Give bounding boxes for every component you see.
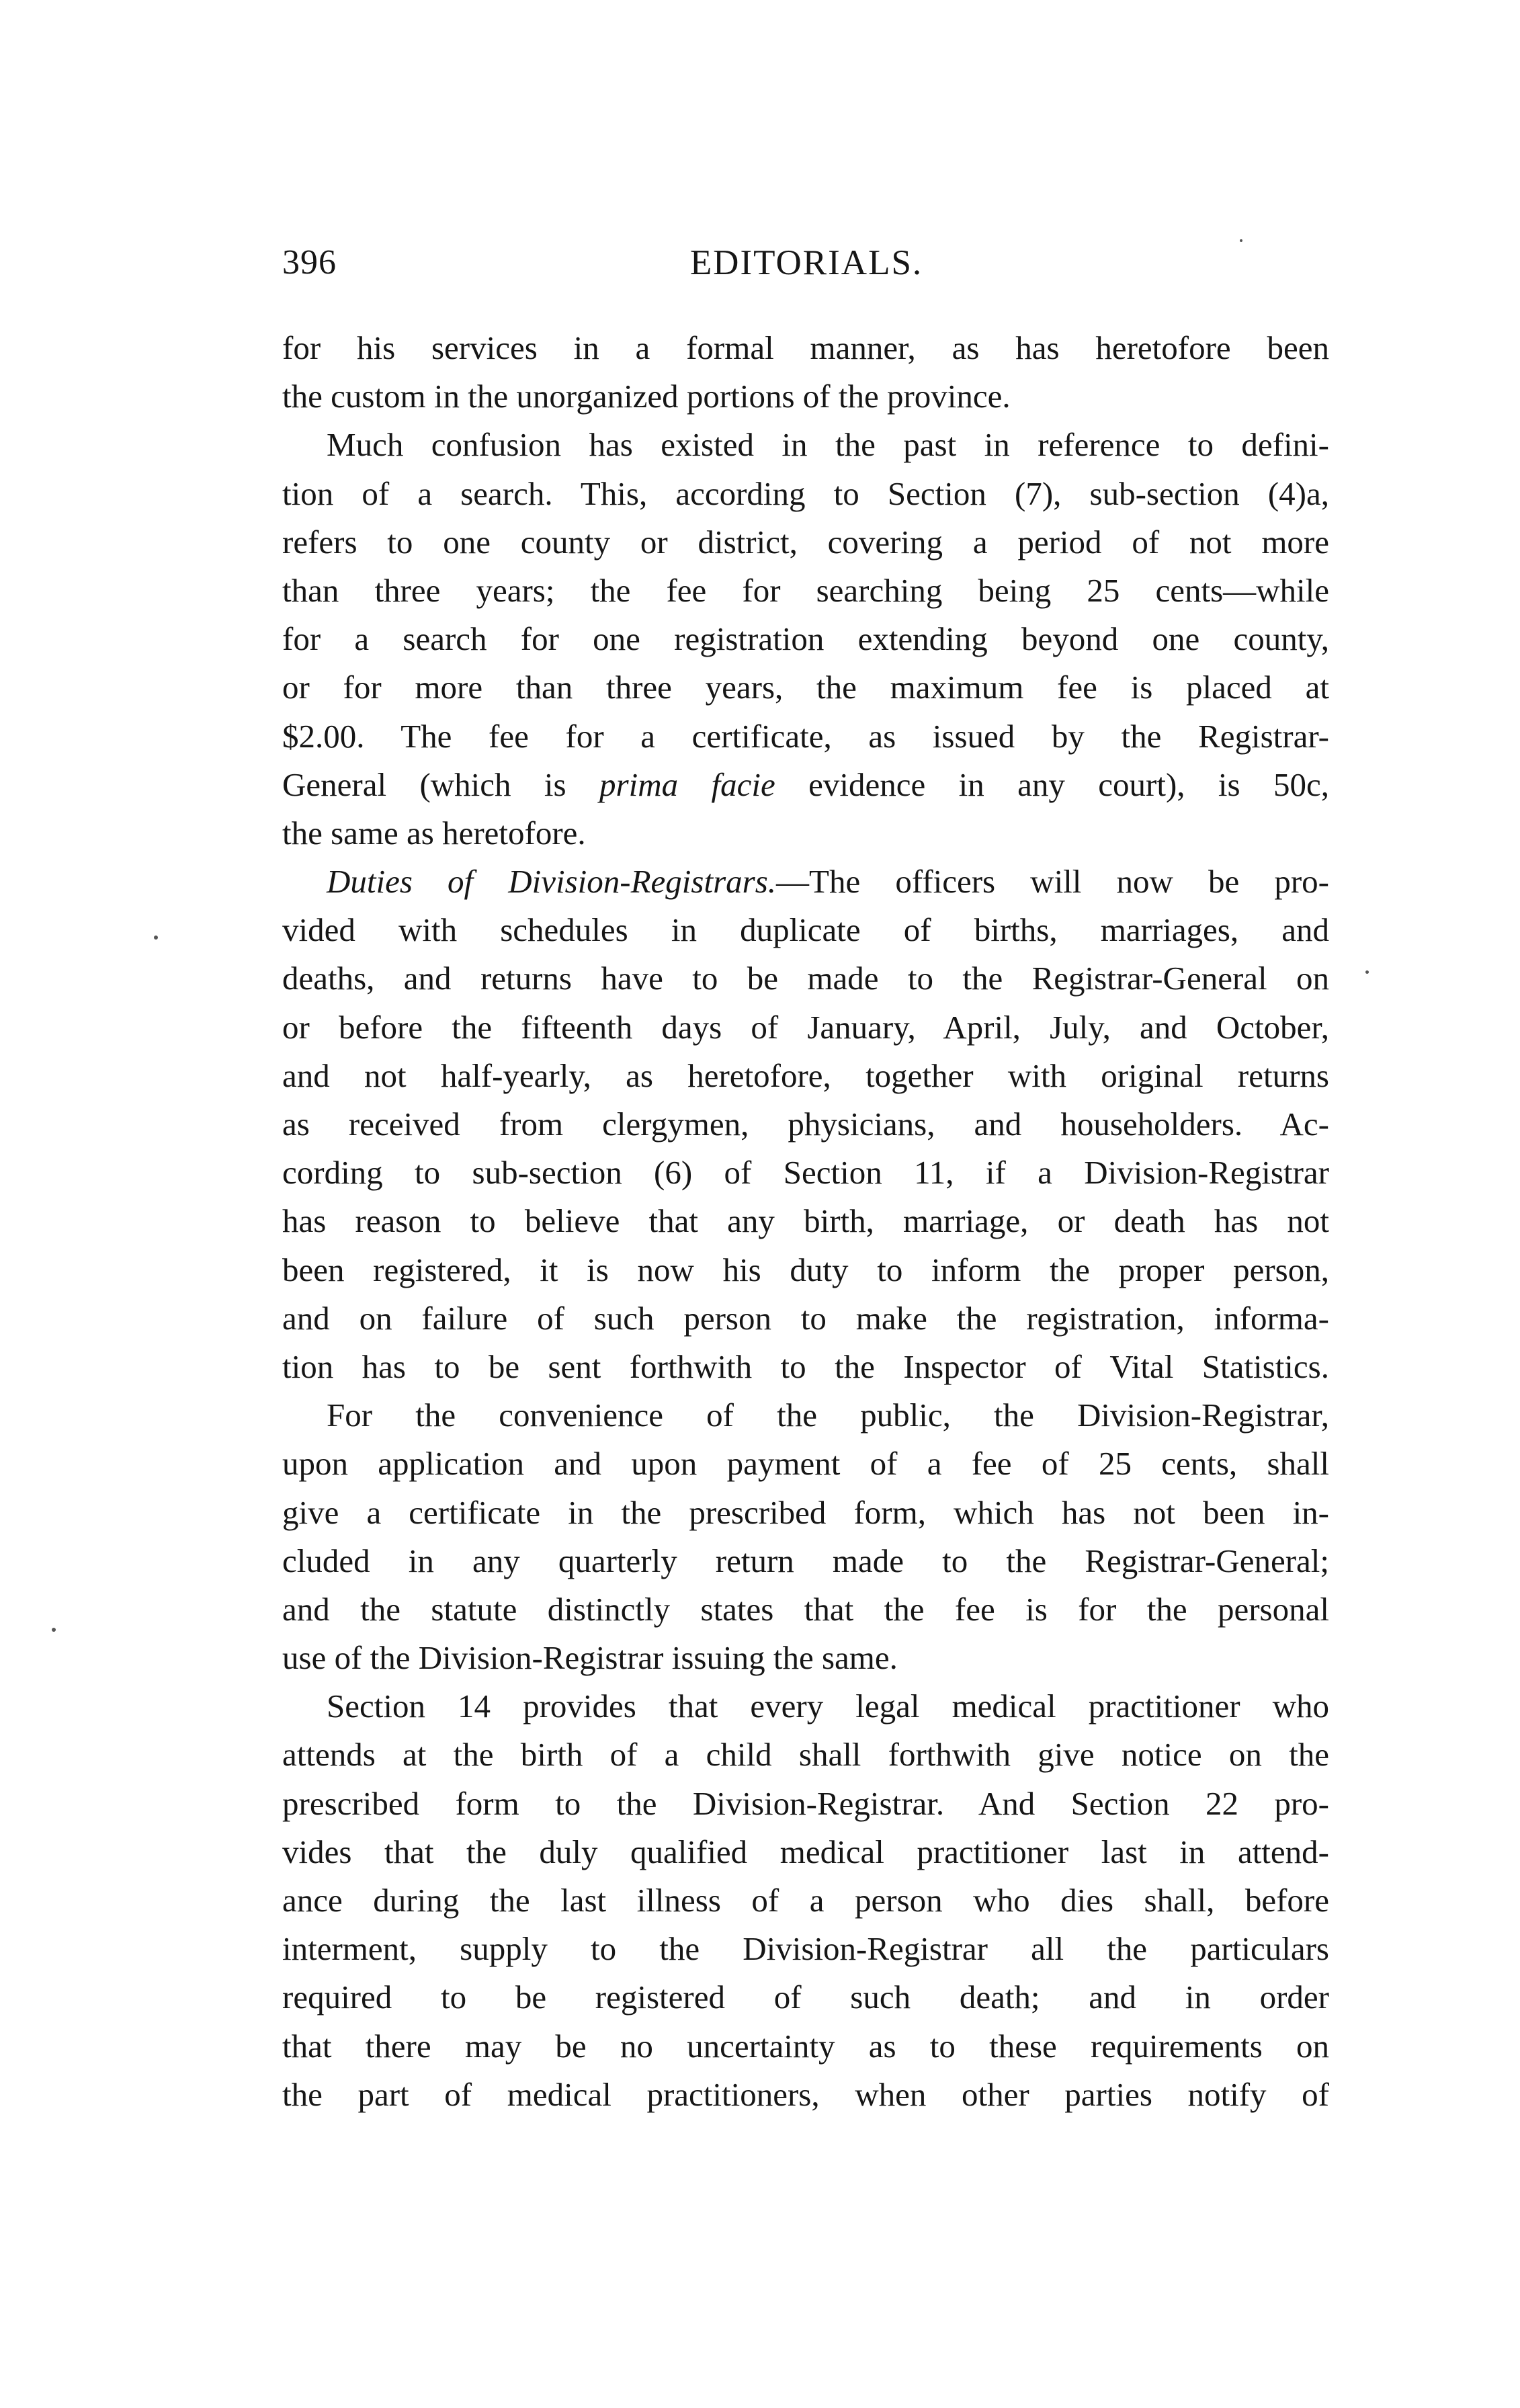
text-line: prescribed form to the Division-Registrar. And Section 22 pro- (282, 1784, 1329, 1822)
text-line: required to be registered of such death; and in order (282, 1979, 1329, 2016)
text-line: cluded in any quarterly return made to the Registrar-General; (282, 1542, 1329, 1579)
text-line: ance during the last illness of a person who dies shall, before (282, 1882, 1329, 1919)
body-text (282, 324, 1329, 2119)
text-line: Duties of Division-Registrars.—The officers will now be pro- (327, 863, 1329, 901)
text-line: Section 14 provides that every legal medical practitioner who (327, 1688, 1329, 1725)
text-line: that there may be no uncertainty as to these requirements on (282, 2027, 1329, 2065)
text-line: $2.00. The fee for a certificate, as issued by the Registrar- (282, 717, 1329, 755)
text-line: as received from clergymen, physicians, and householders. Ac- (282, 1106, 1329, 1143)
text-line: deaths, and returns have to be made to the Registrar-General on (282, 960, 1329, 997)
text-line: and the statute distinctly states that the fee is for the personal (282, 1590, 1329, 1628)
text-line: for a search for one registration extending beyond one county, (282, 620, 1329, 658)
text-line: upon application and upon payment of a fee of 25 cents, shall (282, 1445, 1329, 1483)
text-line: give a certificate in the prescribed form, which has not been in- (282, 1493, 1329, 1531)
text-line: tion has to be sent forthwith to the Inspector of Vital Statistics. (282, 1347, 1329, 1385)
scan-speck (1365, 970, 1369, 974)
text-line: or for more than three years, the maximum fee is placed at (282, 669, 1329, 706)
text-line: or before the fifteenth days of January, April, July, and October, (282, 1008, 1329, 1046)
text-line: been registered, it is now his duty to inform the proper person, (282, 1251, 1329, 1288)
text-line: the part of medical practitioners, when other parties notify of (282, 2075, 1329, 2113)
text-line: than three years; the fee for searching being 25 cents—while (282, 571, 1329, 609)
text-line: and not half-yearly, as heretofore, together with original returns (282, 1056, 1329, 1094)
scan-speck (52, 1628, 56, 1632)
text-line: interment, supply to the Division-Registrar all the particulars (282, 1930, 1329, 1968)
running-title: EDITORIALS. (689, 243, 923, 282)
text-line: the custom in the unorganized portions of the province. (282, 378, 1011, 415)
page-number: 396 (282, 243, 337, 282)
scan-speck (1240, 239, 1242, 242)
text-line: the same as heretofore. (282, 814, 586, 852)
italic-phrase: prima facie (599, 765, 775, 803)
scan-speck (154, 936, 158, 940)
text-line: cording to sub-section (6) of Section 11, if a Division-Registrar (282, 1154, 1329, 1192)
text-line: attends at the birth of a child shall forthwith give notice on the (282, 1736, 1329, 1774)
text-line: vides that the duly qualified medical practitioner last in attend- (282, 1833, 1329, 1870)
text-line: Much confusion has existed in the past in reference to defini- (327, 426, 1329, 464)
running-head (282, 239, 1331, 286)
section-heading: Duties of Division-Registrars. (327, 863, 777, 901)
text-line: and on failure of such person to make the registration, informa- (282, 1299, 1329, 1337)
text-line: tion of a search. This, according to Section (7), sub-section (4)a, (282, 474, 1329, 512)
text-line: has reason to believe that any birth, marriage, or death has not (282, 1202, 1329, 1240)
text-line: For the convenience of the public, the Division-Registrar, (327, 1397, 1329, 1434)
text-line: refers to one county or district, covering a period of not more (282, 523, 1329, 561)
text-line: for his services in a formal manner, as has heretofore been (282, 329, 1329, 366)
text-line: use of the Division-Registrar issuing the same. (282, 1639, 898, 1677)
text-line: General (which is prima facie evidence in any court), is 50c, (282, 765, 1329, 803)
text-line: vided with schedules in duplicate of births, marriages, and (282, 911, 1329, 949)
